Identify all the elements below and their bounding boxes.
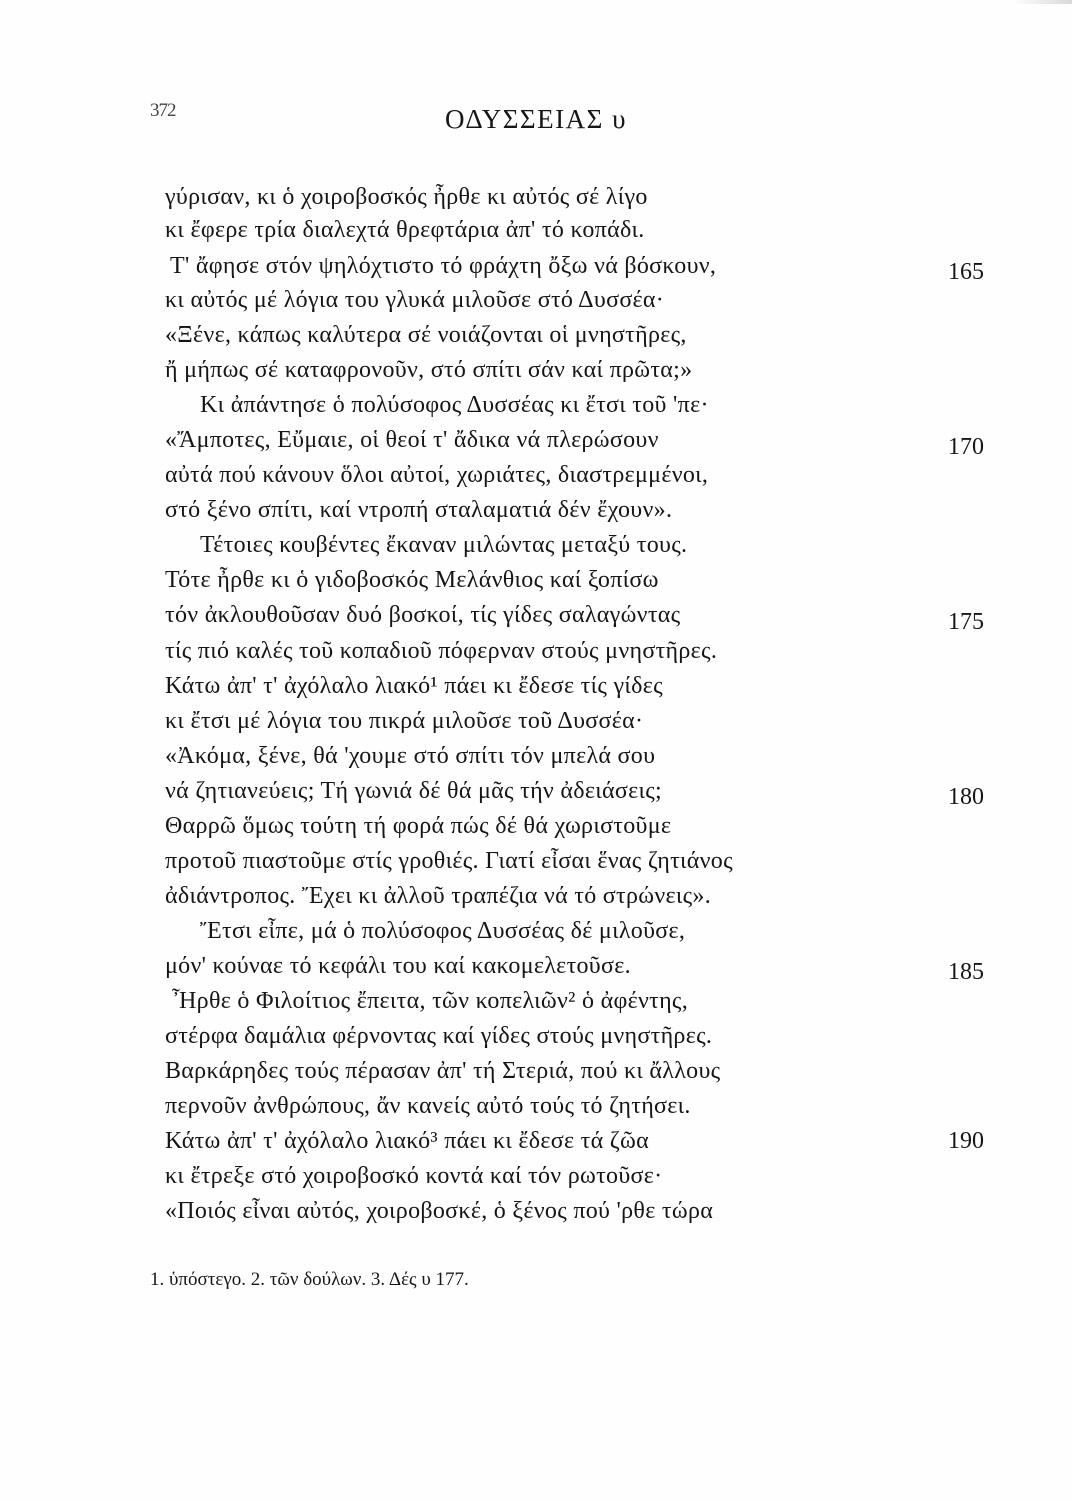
verse-line: «Ἀκόμα, ξένε, θά 'χουμε στό σπίτι τόν μπελά σου	[165, 743, 656, 769]
verse-line: Κι ἀπάντησε ὁ πολύσοφος Δυσσέας κι ἔτσι τοῦ 'πε·	[200, 392, 709, 418]
verse-line: τόν ἀκλουθοῦσαν δυό βοσκοί, τίς γίδες σαλαγώντας	[165, 602, 681, 628]
verse-line: κι αὐτός μέ λόγια του γλυκά μιλοῦσε στό Δυσσέα·	[165, 287, 665, 313]
verse-line: Τ' ἄφησε στόν ψηλόχτιστο τό φράχτη ὄξω νά βόσκουν,	[170, 253, 717, 279]
scan-edge	[1012, 0, 1072, 4]
verse-line: Θαρρῶ ὅμως τούτη τή φορά πώς δέ θά χωριστοῦμε	[165, 813, 672, 839]
verse-line: Βαρκάρηδες τούς πέρασαν ἀπ' τή Στεριά, πού κι ἄλλους	[165, 1058, 721, 1084]
verse-line: μόν' κούναε τό κεφάλι του καί κακομελετοῦσε.	[165, 953, 631, 979]
verse-line: Ἦρθε ὁ Φιλοίτιος ἔπειτα, τῶν κοπελιῶν² ὁ ἀφέντης,	[172, 988, 689, 1014]
verse-line: ἀδιάντροπος. Ἔχει κι ἀλλοῦ τραπέζια νά τό στρώνεις».	[165, 883, 712, 909]
line-number: 190	[948, 1128, 984, 1154]
verse-line: κι ἔτσι μέ λόγια του πικρά μιλοῦσε τοῦ Δυσσέα·	[165, 708, 644, 734]
verse-line: ἤ μήπως σέ καταφρονοῦν, στό σπίτι σάν καί πρῶτα;»	[165, 357, 693, 383]
verse-line: «Ποιός εἶναι αὐτός, χοιροβοσκέ, ὁ ξένος πού 'ρθε τώρα	[165, 1198, 714, 1224]
verse-line: Κάτω ἀπ' τ' ἀχόλαλο λιακό³ πάει κι ἔδεσε τά ζῶα	[165, 1128, 650, 1154]
verse-line: «Ξένε, κάπως καλύτερα σέ νοιάζονται οἱ μνηστῆρες,	[165, 322, 687, 348]
verse-line: στό ξένο σπίτι, καί ντροπή σταλαματιά δέν ἔχουν».	[165, 497, 673, 523]
line-number: 180	[948, 784, 984, 810]
verse-line: αὐτά πού κάνουν ὅλοι αὐτοί, χωριάτες, διαστρεμμένοι,	[165, 462, 709, 488]
line-number: 170	[948, 434, 984, 460]
line-number: 165	[948, 259, 984, 285]
verse-line: περνοῦν ἀνθρώπους, ἄν κανείς αὐτό τούς τό ζητήσει.	[165, 1093, 691, 1119]
line-number: 175	[948, 609, 984, 635]
verse-line: κι ἔφερε τρία διαλεχτά θρεφτάρια ἀπ' τό κοπάδι.	[165, 217, 645, 243]
verse-line: Ἔτσι εἶπε, μά ὁ πολύσοφος Δυσσέας δέ μιλοῦσε,	[200, 918, 686, 944]
footnotes: 1. ὑπόστεγο. 2. τῶν δούλων. 3. Δές υ 177.	[150, 1269, 469, 1290]
verse-line: Τέτοιες κουβέντες ἔκαναν μιλώντας μεταξύ τους.	[200, 532, 688, 558]
verse-line: προτοῦ πιαστοῦμε στίς γροθιές. Γιατί εἶσαι ἕνας ζητιάνος	[165, 848, 733, 874]
running-head: ΟΔΥΣΣΕΙΑΣ υ	[445, 104, 627, 134]
verse-line: Κάτω ἀπ' τ' ἀχόλαλο λιακό¹ πάει κι ἔδεσε τίς γίδες	[165, 673, 663, 699]
page-number: 372	[150, 100, 176, 121]
verse-line: στέρφα δαμάλια φέρνοντας καί γίδες στούς μνηστῆρες.	[165, 1023, 713, 1049]
verse-line: «Ἄμποτες, Εὔμαιε, οἱ θεοί τ' ἄδικα νά πλερώσουν	[165, 427, 659, 453]
verse-line: γύρισαν, κι ὁ χοιροβοσκός ἦρθε κι αὐτός σέ λίγο	[165, 184, 648, 210]
verse-line: νά ζητιανεύεις; Τή γωνιά δέ θά μᾶς τήν ἀδειάσεις;	[165, 778, 663, 804]
verse-line: κι ἔτρεξε στό χοιροβοσκό κοντά καί τόν ρωτοῦσε·	[165, 1163, 663, 1189]
verse-line: Τότε ἦρθε κι ὁ γιδοβοσκός Μελάνθιος καί ξοπίσω	[165, 567, 659, 593]
verse-line: τίς πιό καλές τοῦ κοπαδιοῦ πόφερναν στούς μνηστῆρες.	[165, 638, 718, 664]
line-number: 185	[948, 959, 984, 985]
